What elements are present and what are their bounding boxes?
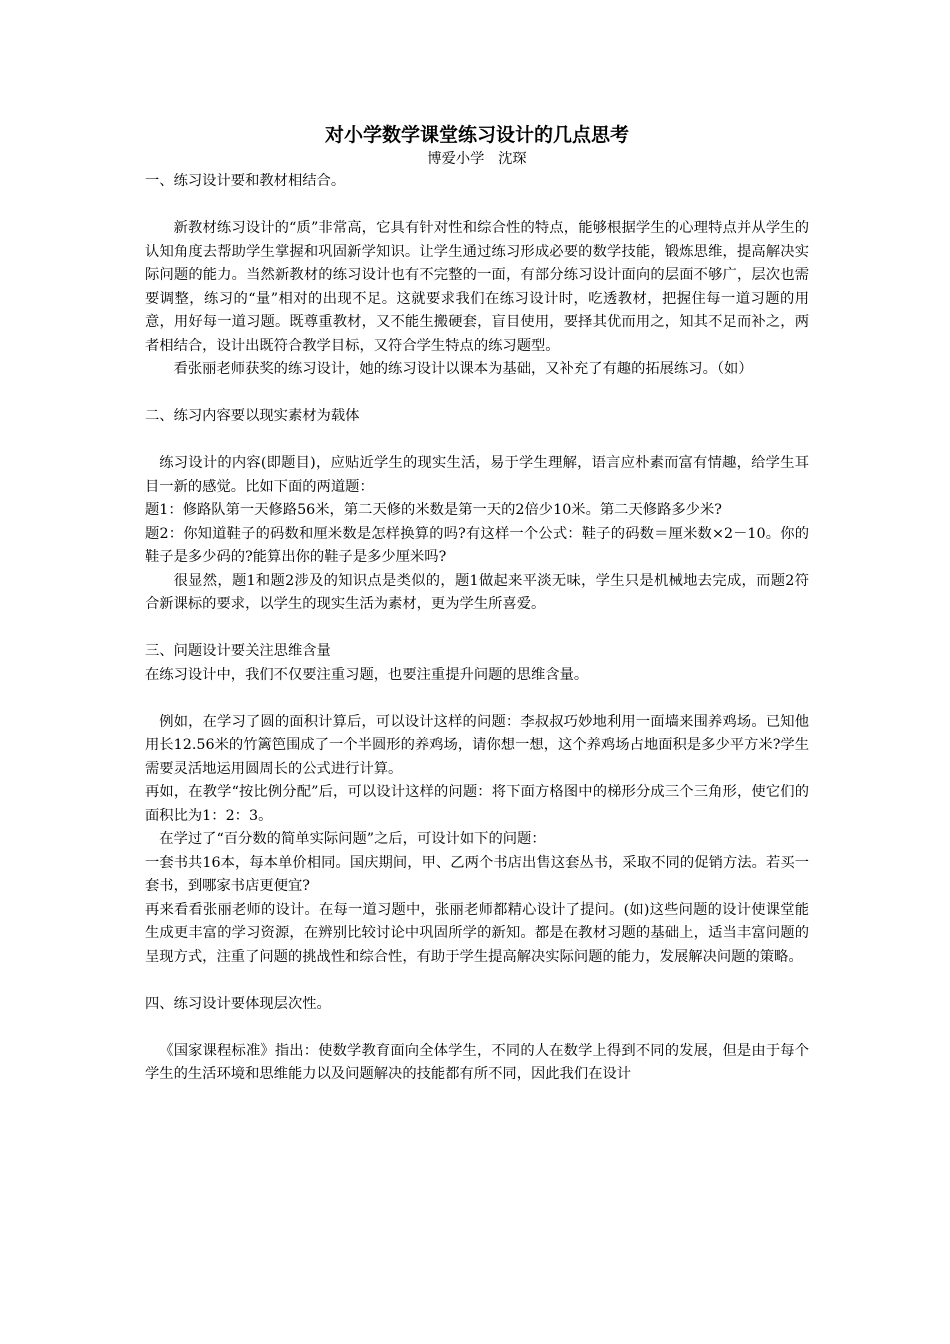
- body-paragraph: 练习设计的内容(即题目)，应贴近学生的现实生活，易于学生理解，语言应朴素而富有情趣，给学生耳目一新的感觉。比如下面的两道题：: [145, 455, 809, 495]
- blank-line: [145, 1016, 809, 1040]
- blank-line: [145, 194, 809, 218]
- body-paragraph: 例如，在学习了圆的面积计算后，可以设计这样的问题：李叔叔巧妙地利用一面墙来围养鸡场。已知他用长12.56米的竹篱笆围成了一个半圆形的养鸡场，请你想一想，这个养鸡场占地面积是多少平方米?学生需要灵活地运用圆周长的公式进行计算。: [145, 713, 809, 777]
- body-paragraph: 再如，在教学“按比例分配”后，可以设计这样的问题：将下面方格图中的梯形分成三个三角形，使它们的面积比为1：2：3。: [145, 784, 809, 824]
- body-paragraph: 题1：修路队第一天修路56米，第二天修的米数是第一天的2倍少10米。第二天修路多少米?: [145, 502, 722, 518]
- section-heading: 三、问题设计要关注思维含量: [145, 643, 331, 659]
- blank-line: [145, 429, 809, 453]
- body-paragraph: 《国家课程标准》指出：使数学教育面向全体学生，不同的人在数学上得到不同的发展，但是由于每个学生的生活环境和思维能力以及问题解决的技能都有所不同，因此我们在设计: [145, 1042, 809, 1082]
- blank-line: [145, 969, 809, 993]
- body-paragraph: 看张丽老师获奖的练习设计，她的练习设计以课本为基础，又补充了有趣的拓展练习。（如）: [173, 361, 753, 377]
- document-author: 博爱小学 沈琛: [427, 151, 527, 167]
- body-paragraph: 一套书共16本，每本单价相同。国庆期间，甲、乙两个书店出售这套丛书，采取不同的促销方法。若买一套书，到哪家书店更便宜?: [145, 854, 809, 894]
- document-body: [145, 170, 809, 1087]
- blank-line: [145, 382, 809, 406]
- body-paragraph: 题2：你知道鞋子的码数和厘米数是怎样换算的吗?有这样一个公式：鞋子的码数＝厘米数×2－10。你的鞋子是多少码的?能算出你的鞋子是多少厘米吗?: [145, 525, 809, 565]
- blank-line: [145, 617, 809, 641]
- body-paragraph: 再来看看张丽老师的设计。在每一道习题中，张丽老师都精心设计了提问。(如)这些问题的设计使课堂能生成更丰富的学习资源，在辨别比较讨论中巩固所学的新知。都是在教材习题的基础上，适当丰富问题的呈现方式，注重了问题的挑战性和综合性，有助于学生提高解决实际问题的能力，发展解决问题的策略。: [145, 901, 809, 965]
- section-heading: 二、练习内容要以现实素材为载体: [145, 408, 360, 424]
- document-title: 对小学数学课堂练习设计的几点思考: [324, 124, 629, 146]
- blank-line: [145, 687, 809, 711]
- body-paragraph: 在学过了“百分数的简单实际问题”之后，可设计如下的问题：: [159, 831, 546, 847]
- body-paragraph: 在练习设计中，我们不仅要注重习题，也要注重提升问题的思维含量。: [145, 666, 589, 683]
- section-heading: 一、练习设计要和教材相结合。: [145, 173, 346, 189]
- document-page: [145, 118, 809, 1087]
- body-paragraph: 很显然，题1和题2涉及的知识点是类似的，题1做起来平淡无味，学生只是机械地去完成，而题2符合新课标的要求，以学生的现实生活为素材，更为学生所喜爱。: [145, 572, 809, 612]
- body-paragraph: 新教材练习设计的“质”非常高，它具有针对性和综合性的特点，能够根据学生的心理特点并从学生的认知角度去帮助学生掌握和巩固新学知识。让学生通过练习形成必要的数学技能，锻炼思维，提高解决实际问题的能力。当然新教材的练习设计也有不完整的一面，有部分练习设计面向的层面不够广，层次也需要调整，练习的“量”相对的出现不足。这就要求我们在练习设计时，吃透教材，把握住每一道习题的用意，用好每一道习题。既尊重教材，又不能生搬硬套，盲目使用，要择其优而用之，知其不足而补之，两者相结合，设计出既符合教学目标，又符合学生特点的练习题型。: [145, 220, 809, 354]
- section-heading: 四、练习设计要体现层次性。: [145, 995, 331, 1012]
